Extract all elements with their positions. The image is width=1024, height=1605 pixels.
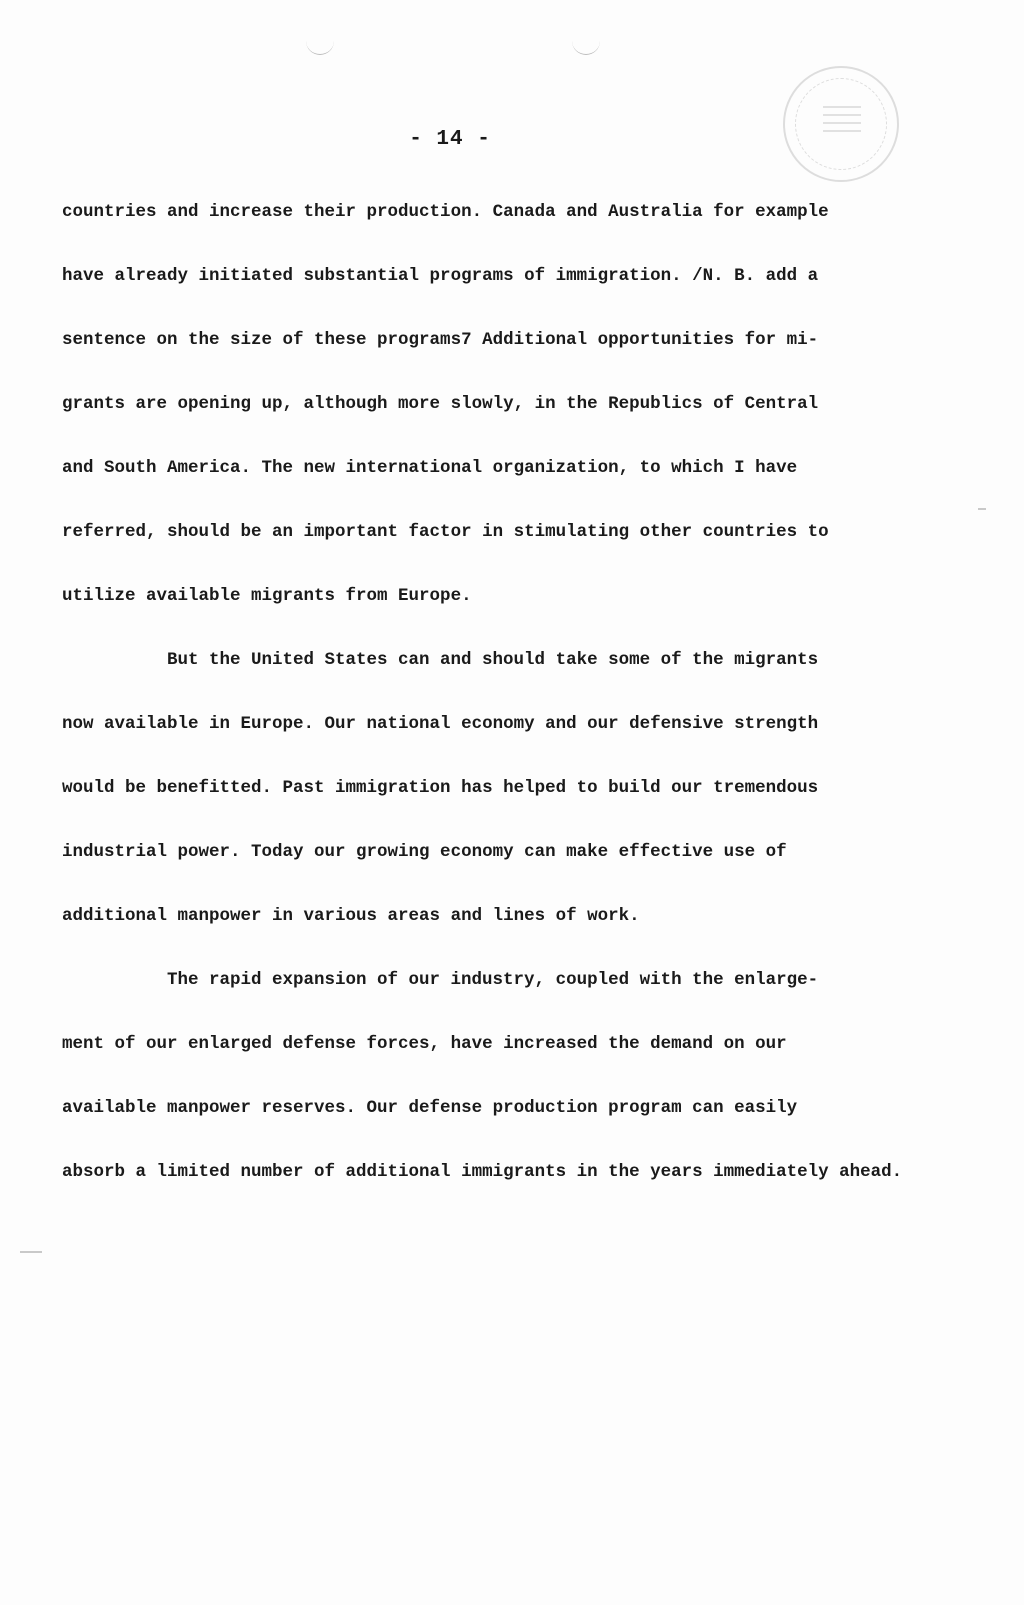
text-line: utilize available migrants from Europe. — [62, 586, 472, 606]
text-line: grants are opening up, although more slowly, in the Republics of Central — [62, 394, 819, 414]
punch-hole-mark — [306, 40, 334, 55]
text-line: sentence on the size of these programs7 Additional opportunities for mi- — [62, 330, 819, 350]
text-line: and South America. The new international organization, to which I have — [62, 458, 798, 478]
stray-mark — [978, 508, 986, 510]
text-line: But the United States can and should take some of the migrants — [167, 650, 819, 670]
punch-hole-mark — [572, 40, 600, 55]
text-line: industrial power. Today our growing economy can make effective use of — [62, 842, 787, 862]
library-stamp — [783, 66, 899, 182]
paragraph — [62, 628, 942, 948]
text-line: absorb a limited number of additional immigrants in the years immediately ahead. — [62, 1162, 903, 1182]
document-body — [62, 180, 942, 1204]
paragraph — [62, 180, 942, 628]
stray-mark — [20, 1251, 42, 1253]
paragraph — [62, 948, 942, 1204]
text-line: would be benefitted. Past immigration has helped to build our tremendous — [62, 778, 819, 798]
text-line: referred, should be an important factor in stimulating other countries to — [62, 522, 829, 542]
page-number: - 14 - — [409, 128, 491, 151]
text-line: have already initiated substantial programs of immigration. /N. B. add a — [62, 266, 819, 286]
text-line: The rapid expansion of our industry, coupled with the enlarge- — [167, 970, 819, 990]
text-line: available manpower reserves. Our defense production program can easily — [62, 1098, 798, 1118]
text-line: countries and increase their production. Canada and Australia for example — [62, 202, 829, 222]
text-line: now available in Europe. Our national economy and our defensive strength — [62, 714, 819, 734]
text-line: ment of our enlarged defense forces, have increased the demand on our — [62, 1034, 787, 1054]
text-line: additional manpower in various areas and lines of work. — [62, 906, 640, 926]
